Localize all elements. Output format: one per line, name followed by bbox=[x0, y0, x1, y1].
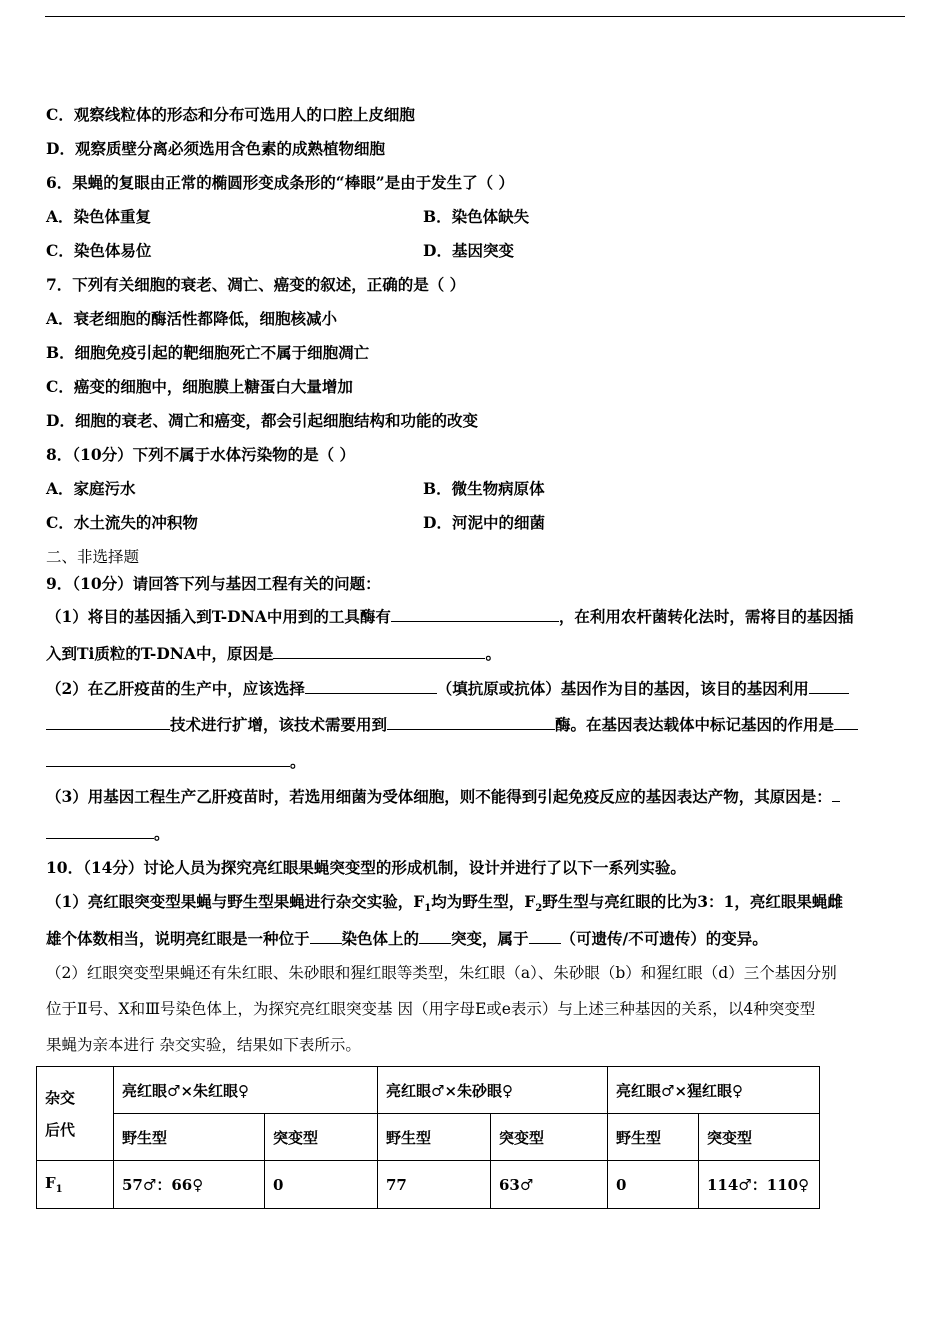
option-c: C．水土流失的冲积物 bbox=[46, 513, 198, 532]
answer-blank[interactable] bbox=[832, 787, 840, 802]
option-d: D．河泥中的细菌 bbox=[423, 513, 545, 532]
answer-blank[interactable] bbox=[273, 644, 485, 659]
q10-part2-line1: （2）红眼突变型果蝇还有朱红眼、朱砂眼和猩红眼等类型，朱红眼（a）、朱砂眼（b）和猩红眼（d）三个基因分别 bbox=[46, 964, 837, 982]
table-cell: 77 bbox=[378, 1161, 491, 1209]
q8-options-row2 bbox=[46, 511, 906, 533]
column-header-mutant: 突变型 bbox=[491, 1114, 608, 1161]
cross-results-table bbox=[36, 1066, 820, 1209]
question-7: 7．下列有关细胞的衰老、凋亡、癌变的叙述，正确的是（ ） bbox=[46, 275, 466, 294]
answer-blank[interactable] bbox=[529, 929, 561, 944]
option-c: C．染色体易位 bbox=[46, 241, 152, 260]
table-cell: 0 bbox=[265, 1161, 378, 1209]
q9-part2-line1: （2）在乙肝疫苗的生产中，应该选择 （填抗原或抗体）基因作为目的基因，该目的基因利用 bbox=[46, 677, 849, 699]
column-header-wild: 野生型 bbox=[114, 1114, 265, 1161]
q9-part2-line3: 。 bbox=[46, 750, 306, 772]
answer-blank[interactable] bbox=[310, 929, 342, 944]
q6-options-row1 bbox=[46, 205, 906, 227]
table-cell: 57♂：66♀ bbox=[114, 1161, 265, 1209]
q9-part3-line2: 。 bbox=[46, 822, 170, 844]
answer-blank[interactable] bbox=[46, 752, 290, 767]
option-c-q5: C．观察线粒体的形态和分布可选用人的口腔上皮细胞 bbox=[46, 105, 415, 124]
q9-part2-line2: 技术进行扩增，该技术需要用到 酶。在基因表达载体中标记基因的作用是 bbox=[46, 713, 858, 735]
cross-header: 亮红眼♂×猩红眼♀ bbox=[608, 1067, 820, 1114]
q9-part1-line1: （1）将目的基因插入到T-DNA中用到的工具酶有 ，在利用农杆菌转化法时，需将目的基因插 bbox=[46, 607, 854, 626]
question-9: 9．（10分）请回答下列与基因工程有关的问题： bbox=[46, 574, 381, 593]
q10-part2-line2: 位于Ⅱ号、X和Ⅲ号染色体上，为探究亮红眼突变基 因（用字母E或e表示）与上述三种基因的关系，以4种突变型 bbox=[46, 1000, 816, 1018]
answer-blank[interactable] bbox=[46, 824, 154, 839]
answer-blank[interactable] bbox=[387, 715, 555, 730]
q7-option-c: C．癌变的细胞中，细胞膜上糖蛋白大量增加 bbox=[46, 377, 353, 396]
table-cell: 114♂：110♀ bbox=[699, 1161, 820, 1209]
cross-header: 亮红眼♂×朱红眼♀ bbox=[114, 1067, 378, 1114]
answer-blank[interactable] bbox=[834, 715, 858, 730]
q8-options-row1 bbox=[46, 477, 906, 499]
table-cell: 63♂ bbox=[491, 1161, 608, 1209]
option-b: B．染色体缺失 bbox=[423, 207, 530, 226]
header-rule bbox=[45, 16, 905, 17]
q9-part3-line1: （3）用基因工程生产乙肝疫苗时，若选用细菌为受体细胞，则不能得到引起免疫反应的基因表达产物，其原因是： bbox=[46, 785, 840, 807]
table-cell: 0 bbox=[608, 1161, 699, 1209]
column-header-wild: 野生型 bbox=[608, 1114, 699, 1161]
answer-blank[interactable] bbox=[391, 607, 559, 622]
answer-blank[interactable] bbox=[46, 715, 170, 730]
row-label-f1: $F_1$ bbox=[37, 1161, 114, 1209]
option-d-q5: D．观察质壁分离必须选用含色素的成熟植物细胞 bbox=[46, 139, 385, 158]
question-10: 10．（14分）讨论人员为探究亮红眼果蝇突变型的形成机制，设计并进行了以下一系列实验。 bbox=[46, 858, 686, 877]
q6-options-row2 bbox=[46, 239, 906, 261]
q10-part1-line1: （1）亮红眼突变型果蝇与野生型果蝇进行杂交实验，$F_1$均为野生型，$F_2$野生型与亮红眼的比为3：1，亮红眼果蝇雌 bbox=[46, 892, 843, 915]
section-heading: 二、非选择题 bbox=[46, 548, 140, 566]
answer-blank[interactable] bbox=[809, 679, 849, 694]
column-header-mutant: 突变型 bbox=[265, 1114, 378, 1161]
answer-blank[interactable] bbox=[419, 929, 451, 944]
column-header-wild: 野生型 bbox=[378, 1114, 491, 1161]
column-header-mutant: 突变型 bbox=[699, 1114, 820, 1161]
table-corner-header: 杂交 后代 bbox=[37, 1067, 114, 1161]
question-6: 6．果蝇的复眼由正常的椭圆形变成条形的“棒眼”是由于发生了（ ） bbox=[46, 173, 515, 192]
q7-option-b: B．细胞免疫引起的靶细胞死亡不属于细胞凋亡 bbox=[46, 343, 370, 362]
q9-part1-line2: 入到Ti质粒的T-DNA中，原因是 。 bbox=[46, 644, 501, 663]
cross-header: 亮红眼♂×朱砂眼♀ bbox=[378, 1067, 608, 1114]
option-b: B．微生物病原体 bbox=[423, 479, 545, 498]
q7-option-d: D．细胞的衰老、凋亡和癌变，都会引起细胞结构和功能的改变 bbox=[46, 411, 478, 430]
q7-option-a: A．衰老细胞的酶活性都降低，细胞核减小 bbox=[46, 309, 338, 328]
option-a: A．染色体重复 bbox=[46, 207, 152, 226]
q10-part2-line3: 果蝇为亲本进行 杂交实验，结果如下表所示。 bbox=[46, 1036, 361, 1054]
answer-blank[interactable] bbox=[305, 679, 437, 694]
question-8: 8．（10分）下列不属于水体污染物的是（ ） bbox=[46, 445, 356, 464]
option-a: A．家庭污水 bbox=[46, 479, 136, 498]
q10-part1-line2: 雄个体数相当，说明亮红眼是一种位于 染色体上的 突变，属于 （可遗传/不可遗传）的变异。 bbox=[46, 929, 768, 948]
option-d: D．基因突变 bbox=[423, 241, 514, 260]
